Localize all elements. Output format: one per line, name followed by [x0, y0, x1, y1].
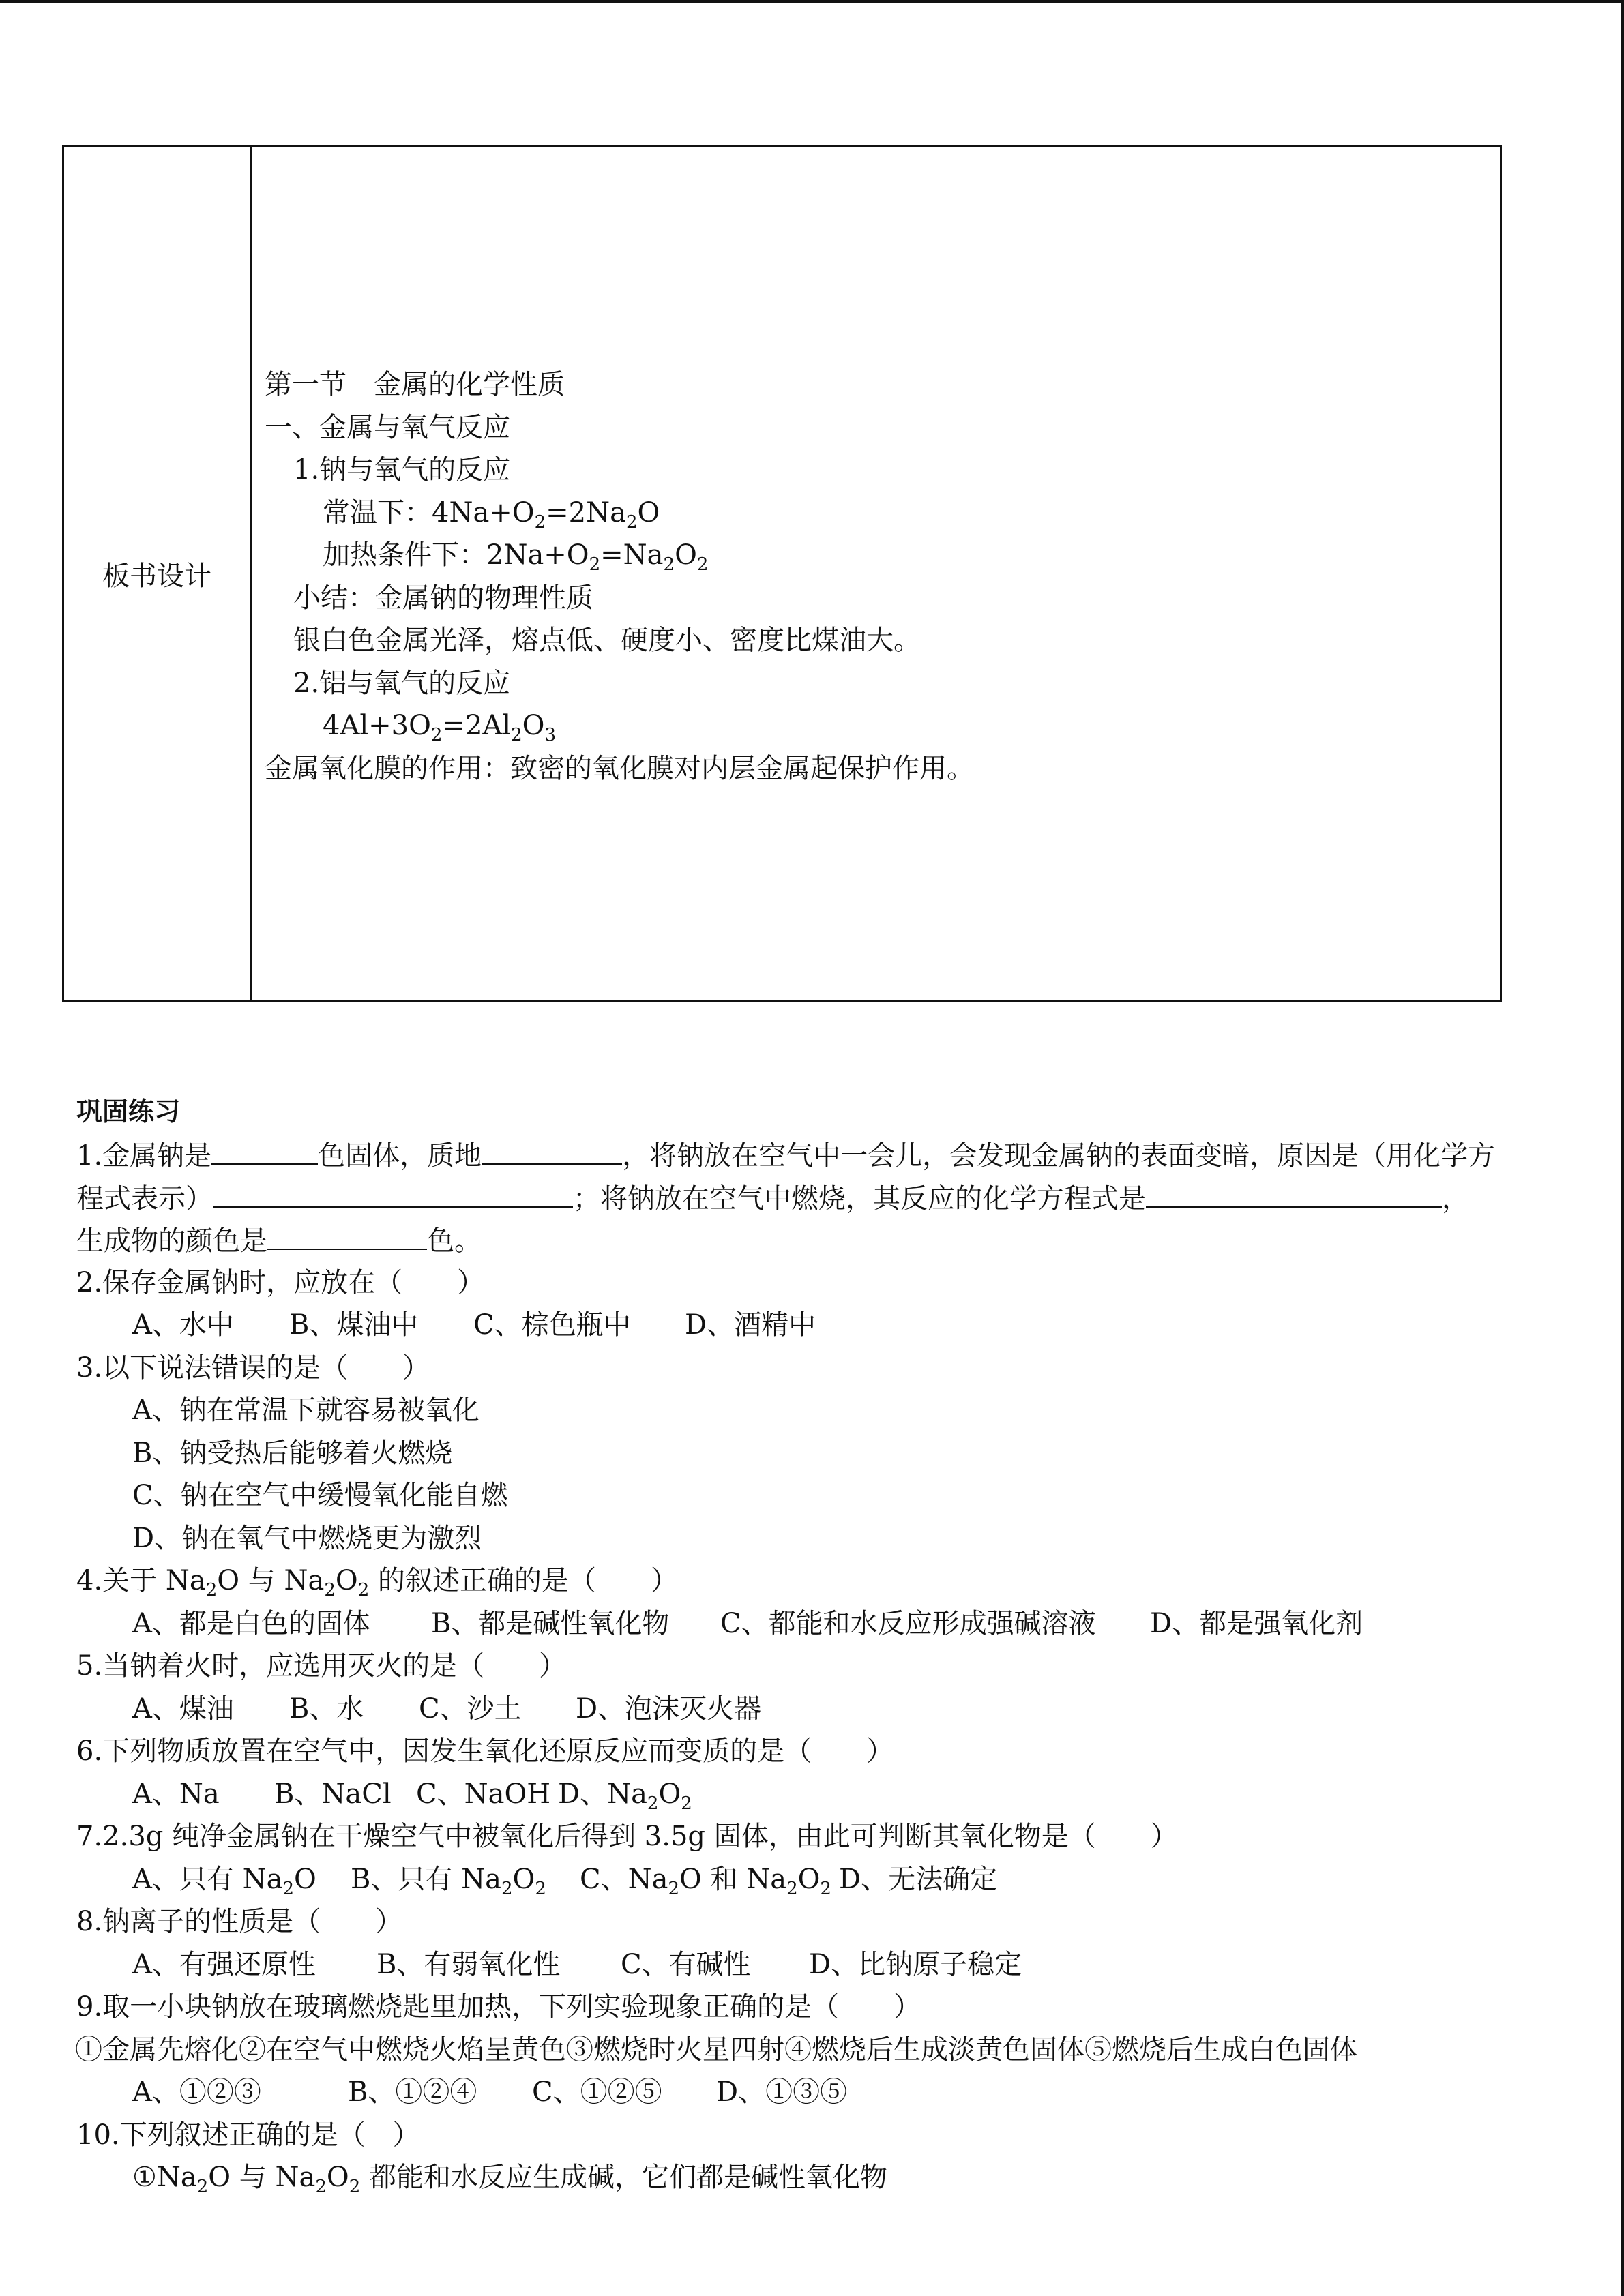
table-divider	[250, 147, 252, 1000]
option-b[interactable]: B、水	[289, 1693, 364, 1725]
question-1-line-2: 程式表示） ；将钠放在空气中燃烧，其反应的化学方程式是 ，	[76, 1176, 1550, 1219]
question-5-options	[76, 1688, 1550, 1731]
option-c[interactable]: C、都能和水反应形成强碱溶液	[720, 1607, 1096, 1639]
question-8-stem: 8.钠离子的性质是（ ）	[76, 1906, 403, 1937]
option-a[interactable]: A、水中	[132, 1309, 234, 1341]
option-c[interactable]: C、有碱性	[621, 1948, 751, 1980]
option-d[interactable]: D、$Na_2O_2$	[558, 1778, 692, 1814]
equation-room-temp: 常温下：$4Na+O_2=2Na_2O$	[323, 496, 660, 533]
option-d[interactable]: D、①③⑤	[716, 2076, 848, 2108]
question-2-options	[76, 1304, 1550, 1347]
summary-text: 银白色金属光泽，熔点低、硬度小、密度比煤油大。	[293, 625, 921, 656]
answer-blank[interactable]	[213, 1176, 573, 1208]
option-a[interactable]: A、都是白色的固体	[132, 1607, 370, 1639]
question-9-items: ①金属先熔化②在空气中燃烧火焰呈黄色③燃烧时火星四射④燃烧后生成淡黄色固体⑤燃烧后生成白色固体	[75, 2033, 1357, 2066]
right-border	[1621, 0, 1624, 2296]
question-8-options	[76, 1943, 1550, 1986]
option-c[interactable]: C、$Na_2O$ 和 $Na_2O_2$	[580, 1863, 831, 1899]
question-3-option-a[interactable]: A、钠在常温下就容易被氧化	[132, 1395, 479, 1426]
option-b[interactable]: B、NaCl	[274, 1778, 392, 1810]
answer-blank[interactable]	[482, 1133, 622, 1165]
option-c[interactable]: C、①②⑤	[532, 2076, 662, 2108]
answer-blank[interactable]	[1146, 1176, 1442, 1208]
board-design-table	[62, 145, 1502, 1002]
oxide-film-note: 金属氧化膜的作用：致密的氧化膜对内层金属起保护作用。	[265, 752, 974, 784]
question-1-line-1: 1.金属钠是 色固体，质地 ，将钠放在空气中一会儿，会发现金属钠的表面变暗，原因是（用化学方	[76, 1133, 1550, 1176]
item-aluminum-oxygen: 2.铝与氧气的反应	[293, 667, 511, 699]
option-c[interactable]: C、沙土	[419, 1693, 522, 1725]
question-1-line-3: 生成物的颜色是 色。	[76, 1219, 1550, 1262]
question-9-options	[76, 2071, 1550, 2114]
option-d[interactable]: D、都是强氧化剂	[1150, 1607, 1363, 1639]
question-2-stem: 2.保存金属钠时，应放在（ ）	[76, 1266, 485, 1298]
option-d[interactable]: D、泡沫灭火器	[576, 1693, 762, 1725]
board-design-label: 板书设计	[102, 560, 211, 592]
option-d[interactable]: D、无法确定	[839, 1863, 998, 1895]
option-d[interactable]: D、酒精中	[685, 1309, 816, 1341]
option-b[interactable]: B、都是碱性氧化物	[431, 1607, 670, 1639]
option-b[interactable]: B、有弱氧化性	[377, 1948, 561, 1980]
question-7-options	[76, 1858, 1550, 1901]
equation-aluminum: $4Al+3O_2=2Al_2O_3$	[323, 710, 556, 745]
option-a[interactable]: A、Na	[132, 1778, 220, 1810]
option-b[interactable]: B、①②④	[348, 2076, 477, 2108]
option-b[interactable]: B、只有 $Na_2O_2$	[351, 1863, 546, 1899]
question-9-stem: 9.取一小块钠放在玻璃燃烧匙里加热，下列实验现象正确的是（ ）	[76, 1991, 921, 2023]
subsection-title: 一、金属与氧气反应	[265, 411, 510, 443]
question-4-stem: 4.关于 $Na_2O$ 与 $Na_2O_2$ 的叙述正确的是（ ）	[76, 1565, 678, 1600]
option-a[interactable]: A、煤油	[132, 1693, 234, 1725]
summary-title: 小结：金属钠的物理性质	[293, 582, 593, 614]
option-c[interactable]: C、NaOH	[416, 1778, 551, 1810]
question-10-item-1: $①Na_2O$ 与 $Na_2O_2$ 都能和水反应生成碱，它们都是碱性氧化物	[132, 2162, 887, 2197]
question-3-stem: 3.以下说法错误的是（ ）	[76, 1352, 430, 1384]
question-5-stem: 5.当钠着火时，应选用灭火的是（ ）	[76, 1650, 567, 1682]
answer-blank[interactable]	[211, 1133, 318, 1165]
answer-blank[interactable]	[267, 1219, 427, 1250]
option-a[interactable]: A、①②③	[132, 2076, 261, 2108]
option-a[interactable]: A、有强还原性	[132, 1948, 316, 1980]
question-10-stem: 10.下列叙述正确的是（ ）	[76, 2119, 420, 2151]
question-6-options	[76, 1773, 1550, 1816]
practice-title: 巩固练习	[76, 1097, 181, 1127]
question-7-stem: 7.2.3g 纯净金属钠在干燥空气中被氧化后得到 3.5g 固体，由此可判断其氧化物是（ ）	[76, 1821, 1178, 1852]
section-title: 第一节 金属的化学性质	[265, 369, 565, 400]
option-a[interactable]: A、只有 $Na_2O$	[132, 1863, 316, 1899]
equation-heated: 加热条件下：$2Na+O_2=Na_2O_2$	[323, 539, 709, 575]
option-b[interactable]: B、煤油中	[289, 1309, 419, 1341]
top-border	[0, 0, 1624, 3]
option-c[interactable]: C、棕色瓶中	[473, 1309, 631, 1341]
item-sodium-oxygen: 1.钠与氧气的反应	[293, 454, 511, 486]
question-3-option-d[interactable]: D、钠在氧气中燃烧更为激烈	[132, 1522, 482, 1554]
practice-section	[76, 1090, 1550, 2199]
board-design-content	[265, 363, 974, 790]
question-4-options	[76, 1602, 1550, 1645]
question-3-option-c[interactable]: C、钠在空气中缓慢氧化能自燃	[132, 1480, 508, 1511]
option-d[interactable]: D、比钠原子稳定	[809, 1948, 1022, 1980]
question-6-stem: 6.下列物质放置在空气中，因发生氧化还原反应而变质的是（ ）	[76, 1735, 894, 1767]
question-3-option-b[interactable]: B、钠受热后能够着火燃烧	[132, 1437, 453, 1469]
